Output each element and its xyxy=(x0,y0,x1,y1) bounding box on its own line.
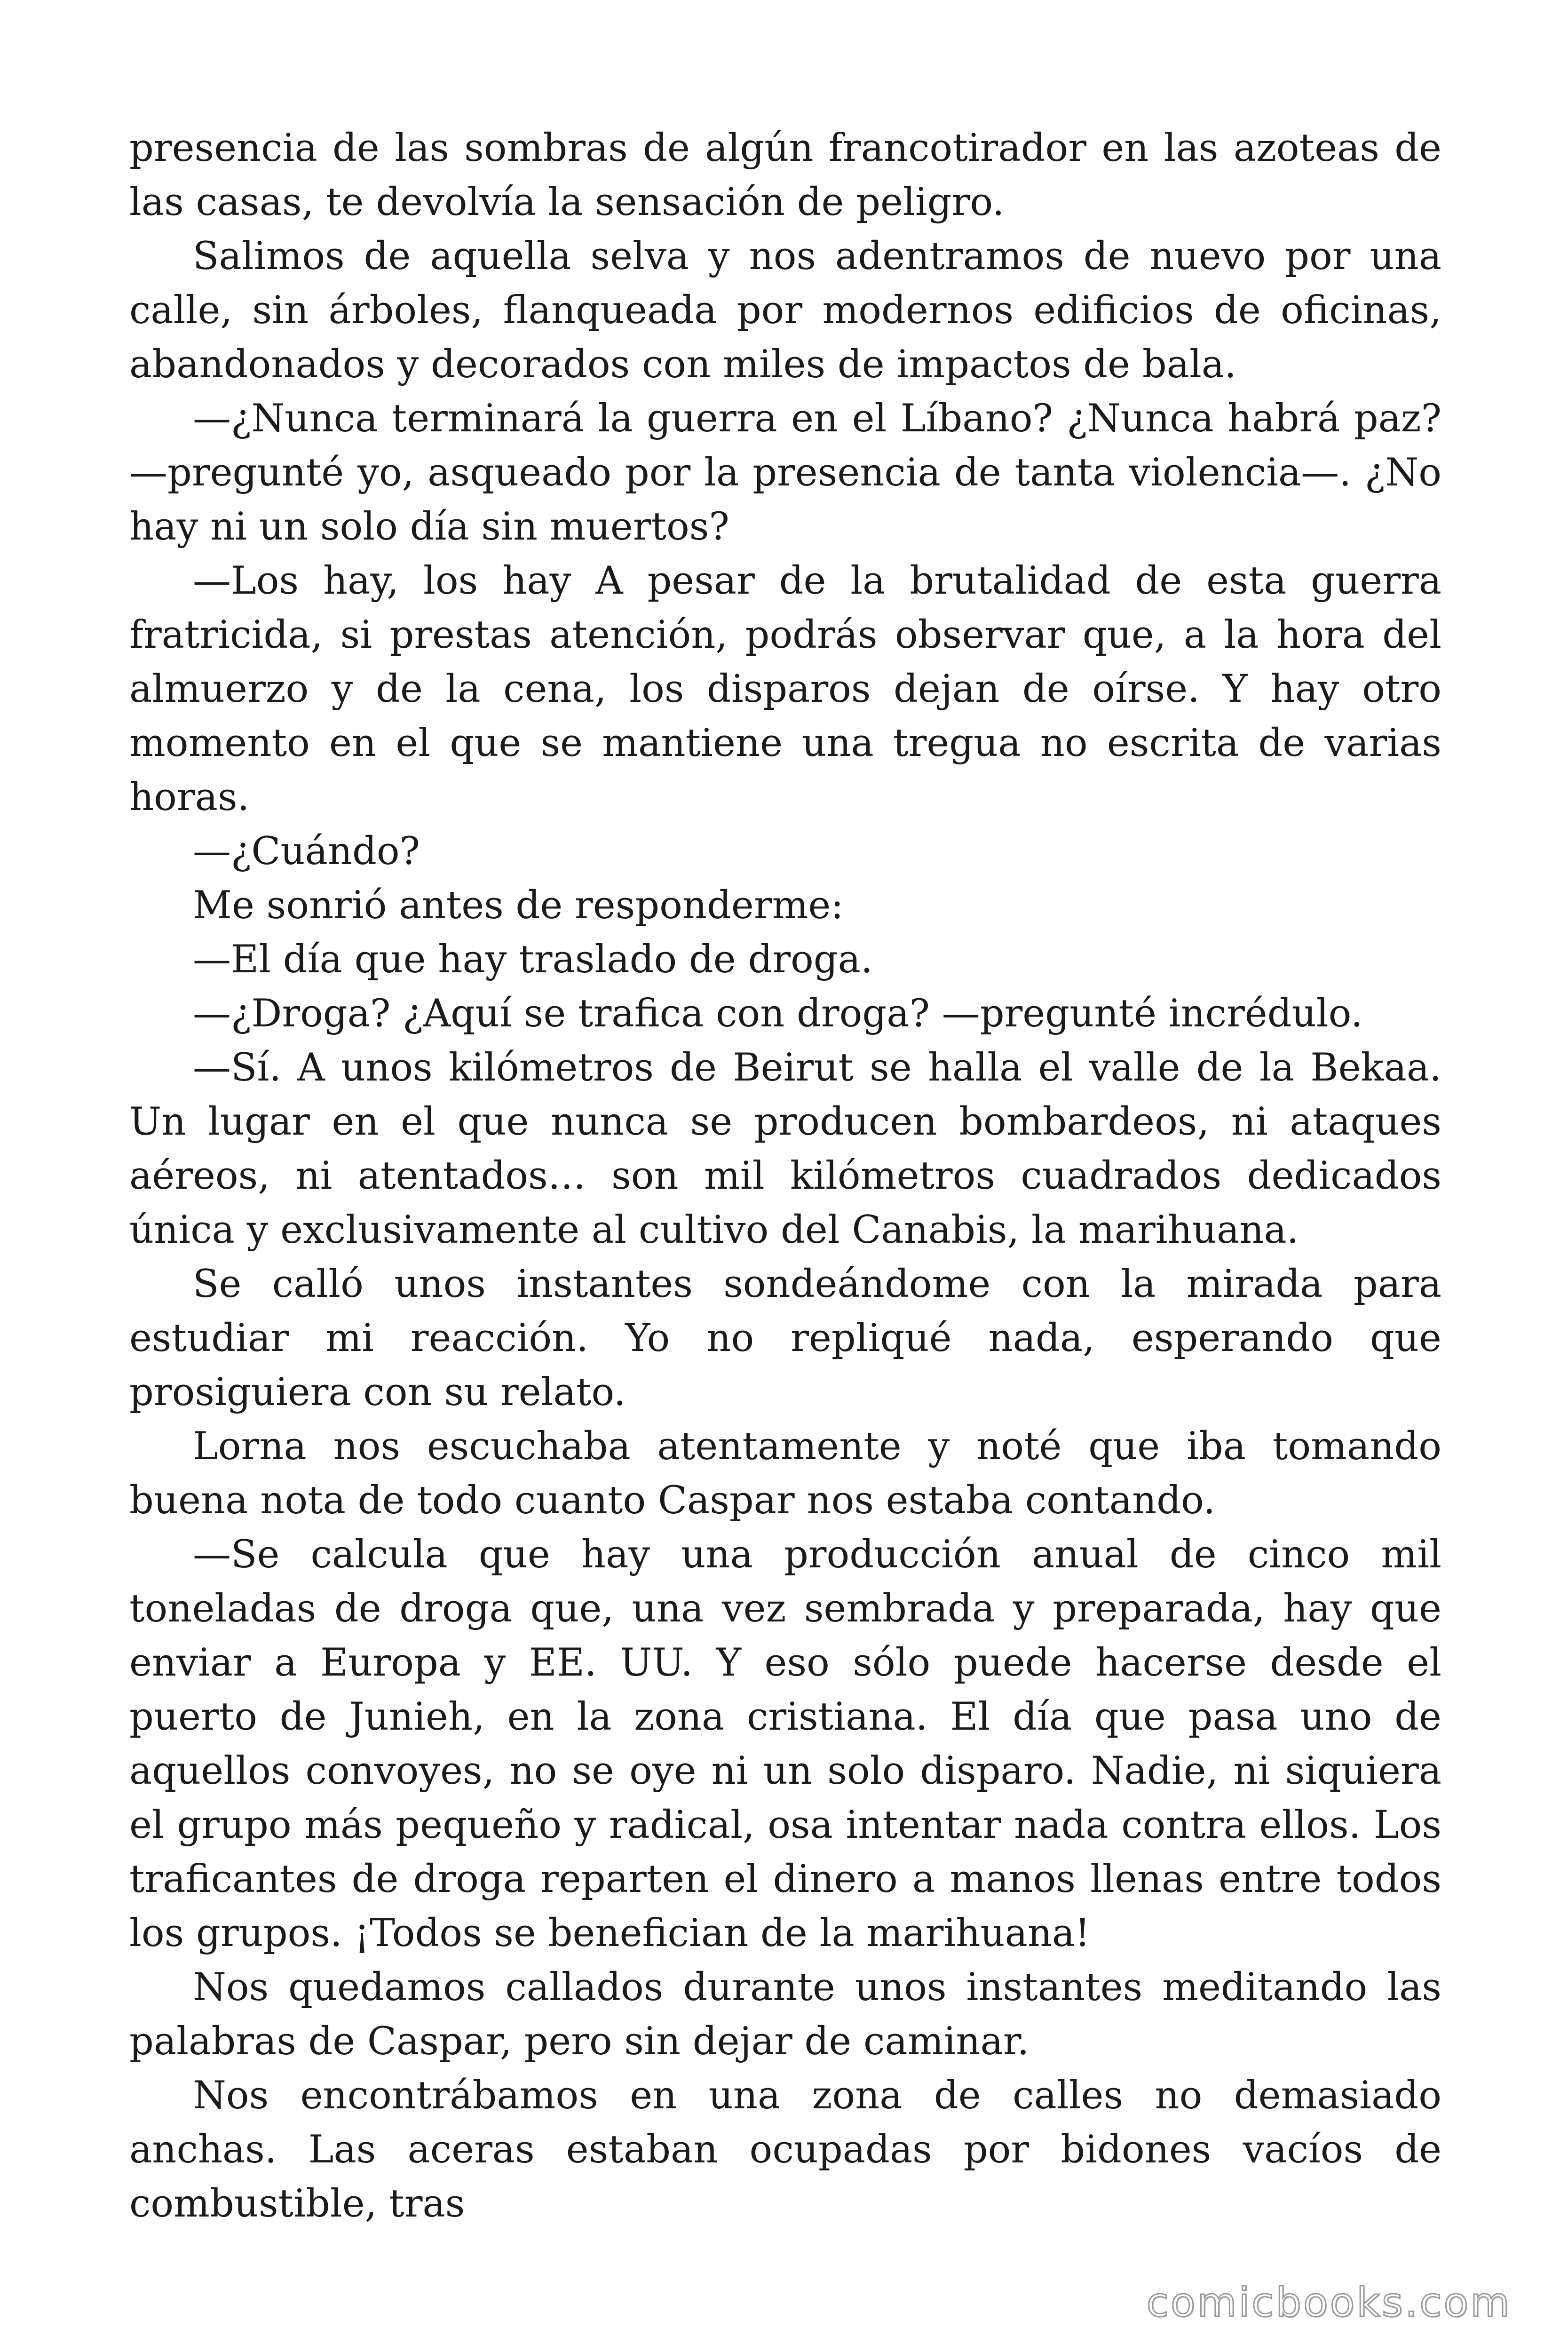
dialogue-paragraph: —El día que hay traslado de droga. xyxy=(193,938,873,982)
dialogue-paragraph: —Sí. A unos kilómetros de Beirut se halla el valle de la Bekaa. Un lugar en el que nunca se producen bombardeos, ni ataques aéreos, ni atentados… son mil kilómetros cuadrados dedicados única y exclusivamente al cultivo del Canabis, la marihuana. xyxy=(129,1046,1441,1252)
paragraph: Nos encontrábamos en una zona de calles no demasiado anchas. Las aceras estaban ocupadas por bidones vacíos de combustible, tras xyxy=(129,2074,1441,2226)
dialogue-paragraph: —¿Droga? ¿Aquí se trafica con droga? —pregunté incrédulo. xyxy=(193,992,1363,1036)
paragraph-continuation: presencia de las sombras de algún francotirador en las azoteas de las casas, te devolvía la sensación de peligro. xyxy=(129,126,1441,224)
book-page-text xyxy=(129,121,1441,2231)
dialogue-paragraph: —Se calcula que hay una producción anual de cinco mil toneladas de droga que, una vez sembrada y preparada, hay que enviar a Europa y EE. UU. Y eso sólo puede hacerse desde el puerto de Junieh, en la zona cristiana. El día que pasa uno de aquellos convoyes, no se oye ni un solo disparo. Nadie, ni siquiera el grupo más pequeño y radical, osa intentar nada contra ellos. Los traficantes de droga reparten el dinero a manos llenas entre todos los grupos. ¡Todos se benefician de la marihuana! xyxy=(129,1533,1441,1955)
paragraph: Salimos de aquella selva y nos adentramos de nuevo por una calle, sin árboles, flanqueada por modernos edificios de oficinas, abandonados y decorados con miles de impactos de bala. xyxy=(129,234,1441,387)
dialogue-paragraph: —¿Cuándo? xyxy=(193,829,420,874)
dialogue-paragraph: —Los hay, los hay A pesar de la brutalidad de esta guerra fratricida, si prestas atención, podrás observar que, a la hora del almuerzo y de la cena, los disparos dejan de oírse. Y hay otro momento en el que se mantiene una tregua no escrita de varias horas. xyxy=(129,559,1441,819)
paragraph: Se calló unos instantes sondeándome con la mirada para estudiar mi reacción. Yo no repliqué nada, esperando que prosiguiera con su relato. xyxy=(129,1262,1441,1414)
paragraph: Me sonrió antes de responderme: xyxy=(193,883,844,928)
paragraph: Nos quedamos callados durante unos instantes meditando las palabras de Caspar, pero sin dejar de caminar. xyxy=(129,1965,1441,2064)
paragraph: Lorna nos escuchaba atentamente y noté que iba tomando buena nota de todo cuanto Caspar nos estaba contando. xyxy=(129,1424,1441,1523)
dialogue-paragraph: —¿Nunca terminará la guerra en el Líbano? ¿Nunca habrá paz? —pregunté yo, asqueado por la presencia de tanta violencia—. ¿No hay ni un solo día sin muertos? xyxy=(129,397,1441,549)
watermark: comicbooks.com xyxy=(1146,2279,1512,2326)
